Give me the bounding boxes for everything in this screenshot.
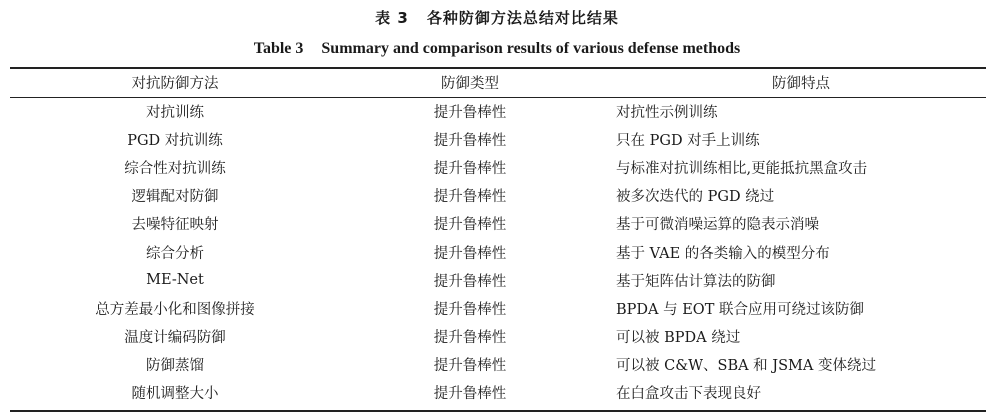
cell-characteristics: 对抗性示例训练 [616,104,718,121]
cell-type: 提升鲁棒性 [433,386,507,403]
cell-characteristics: 可以被 BPDA 绕过 [616,330,741,347]
table-caption-english [0,38,994,60]
table-row [10,182,986,210]
table-row [10,125,986,153]
cell-method: PGD 对抗训练 [127,132,223,149]
cell-method: 综合分析 [146,245,204,262]
table-row [10,323,986,351]
table-row [10,153,986,181]
table-title-cn: 各种防御方法总结对比结果 [426,9,619,27]
cell-characteristics: 被多次迭代的 PGD 绕过 [616,189,775,206]
cell-type: 提升鲁棒性 [433,104,507,121]
table-row [10,266,986,294]
table-row [10,210,986,238]
header-method: 对抗防御方法 [131,76,219,92]
cell-method: 综合性对抗训练 [124,160,226,177]
cell-characteristics: 在白盒攻击下表现良好 [616,386,761,403]
table-title-en: Summary and comparison results of various defense methods [321,40,741,57]
table-row [10,379,986,407]
cell-method: 去噪特征映射 [131,217,219,234]
cell-type: 提升鲁棒性 [433,132,507,149]
cell-type: 提升鲁棒性 [433,301,507,318]
cell-characteristics: 基于矩阵估计算法的防御 [616,273,776,290]
cell-characteristics: BPDA 与 EOT 联合应用可绕过该防御 [616,301,864,318]
cell-method: 温度计编码防御 [124,330,226,347]
table-row [10,294,986,322]
table-row [10,351,986,379]
table-row [10,97,986,125]
cell-type: 提升鲁棒性 [433,358,507,375]
header-characteristics: 防御特点 [772,76,830,92]
table-row [10,238,986,266]
table-bottom-rule [10,410,986,412]
cell-method: 总方差最小化和图像拼接 [95,301,255,318]
cell-method: 防御蒸馏 [146,358,204,375]
cell-method: 随机调整大小 [131,386,219,403]
cell-type: 提升鲁棒性 [433,330,507,347]
cell-characteristics: 与标准对抗训练相比,更能抵抗黑盒攻击 [616,160,868,177]
header-type: 防御类型 [441,76,499,92]
cell-type: 提升鲁棒性 [433,273,507,290]
cell-method: 逻辑配对防御 [131,189,219,206]
defense-methods-table [10,68,986,407]
cell-type: 提升鲁棒性 [433,217,507,234]
table-caption-chinese [0,7,994,29]
cell-characteristics: 只在 PGD 对手上训练 [616,132,760,149]
cell-characteristics: 基于 VAE 的各类输入的模型分布 [616,245,830,262]
table-number-en: Table 3 [253,40,304,57]
cell-characteristics: 可以被 C&W、SBA 和 JSMA 变体绕过 [616,358,876,375]
cell-type: 提升鲁棒性 [433,245,507,262]
cell-characteristics: 基于可微消噪运算的隐表示消噪 [616,217,819,234]
cell-method: 对抗训练 [146,104,204,121]
table-number-cn: 表 3 [375,9,409,27]
cell-type: 提升鲁棒性 [433,189,507,206]
cell-method: ME-Net [146,272,204,289]
table-header-row [10,68,986,97]
cell-type: 提升鲁棒性 [433,160,507,177]
